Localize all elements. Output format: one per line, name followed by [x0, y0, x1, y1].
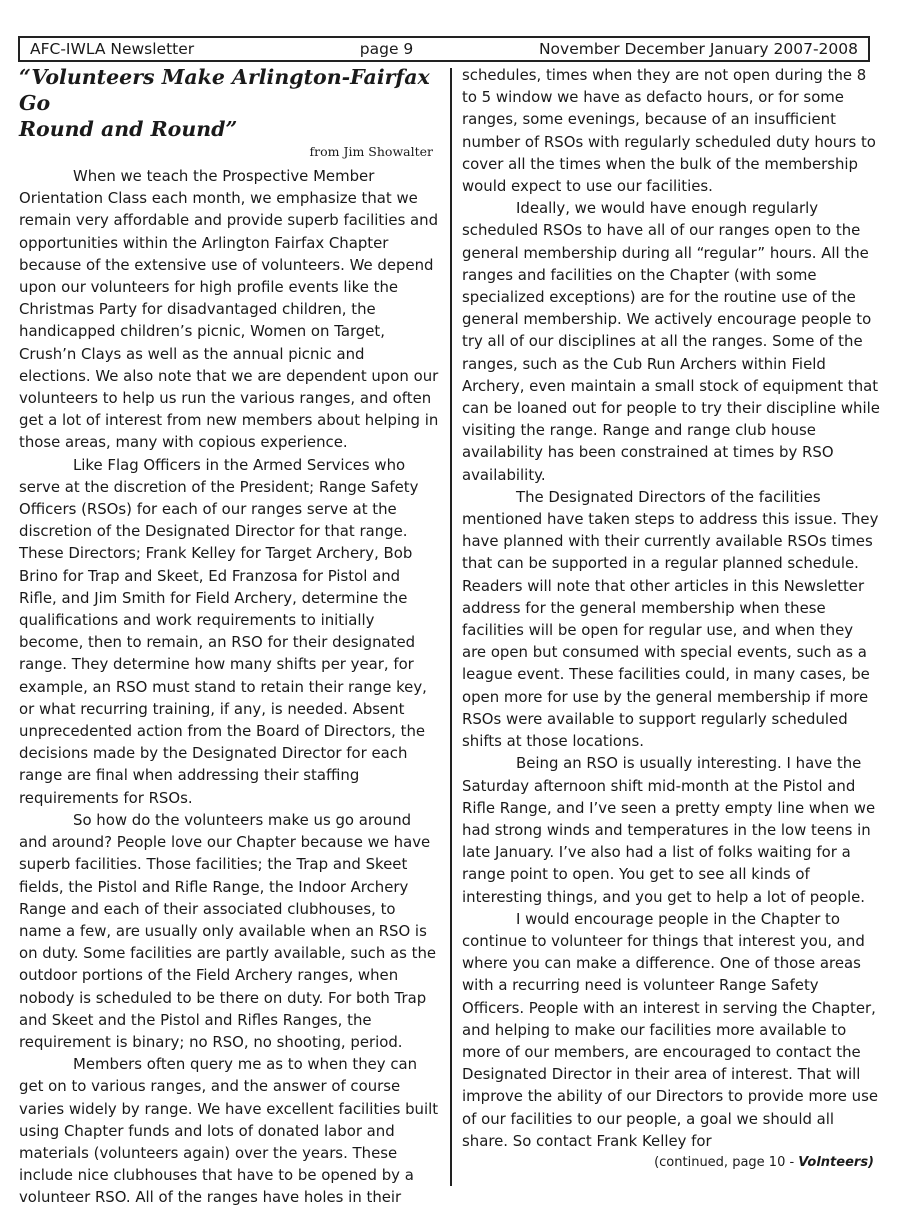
paragraph: So how do the volunteers make us go around and around? People love our Chapter because we have superb facilities. Those facilities; the Trap and Skeet fields, the Pistol and Rifle Range, the Indoor Archery Range and each of their associated clubhouses, to name a few, are usually only available when an RSO is on duty. Some facilities are partly available, such as the outdoor portions of the Field Archery ranges, when nobody is scheduled to be there on duty. For both Trap and Skeet and the Pistol and Rifles Ranges, the requirement is binary; no RSO, no shooting, period. — [19, 810, 437, 1051]
paragraph: I would encourage people in the Chapter to continue to volunteer for things that interest you, and where you can make a difference. One of those areas with a recurring need is volunteer Range Safety Officers. People with an interest in serving the Chapter, and helping to make our facilities more available to more of our members, are encouraged to contact the Designated Director in their area of interest. That will improve the ability of our Directors to provide more use of our facilities to our people, a goal we should all share. So contact Frank Kelley for — [462, 909, 879, 1150]
right-column — [462, 64, 880, 1174]
paragraph: When we teach the Prospective Member Orientation Class each month, we emphasize that we remain very affordable and provide superb facilities and opportunities within the Arlington Fairfax Chapter because of the extensive use of volunteers. We depend upon our volunteers for high profile events like the Christmas Party for disadvantaged children, the handicapped children’s picnic, Women on Target, Crush’n Clays as well as the annual picnic and elections. We also note that we are dependent upon our volunteers to help us run the various ranges, and often get a lot of interest from new members about helping in those areas, many with copious experience. — [19, 167, 439, 452]
column-divider — [450, 68, 452, 1186]
article-title-line-1: “Volunteers Make Arlington-Fairfax Go — [19, 65, 430, 115]
paragraph: Members often query me as to when they can get on to various ranges, and the answer of course varies widely by range. We have excellent facilities built using Chapter funds and lots of donated labor and materials (volunteers again) over the years. These include nice clubhouses that have to be opened by a volunteer RSO. All of the ranges have holes in their — [19, 1055, 439, 1207]
publication-name: AFC-IWLA Newsletter — [30, 40, 195, 58]
paragraph: Ideally, we would have enough regularly scheduled RSOs to have all of our ranges open to the general membership during all “regular” hours. All the ranges and facilities on the Chapter (with some specialized exceptions) are for the routine use of the general membership. We actively encourage people to try all of our disciplines at all the ranges. Some of the ranges, such as the Cub Run Archers within Field Archery, even maintain a small stock of equipment that can be loaned out for people to try their discipline while visiting the range. Range and range club house availability has been constrained at times by RSO availability. — [462, 199, 880, 484]
newsletter-header — [18, 36, 870, 62]
page-number: page 9 — [359, 40, 414, 58]
continued-prefix: (continued, page 10 - — [654, 1154, 799, 1170]
paragraph: schedules, times when they are not open during the 8 to 5 window we have as defacto hours, or for some ranges, some evenings, because of an insufficient number of RSOs with regularly scheduled duty hours to cover all the times when the bulk of the membership would expect to use our facilities. — [462, 66, 876, 196]
article-byline: from Jim Showalter — [309, 144, 433, 159]
paragraph: The Designated Directors of the facilities mentioned have taken steps to address this issue. They have planned with their currently available RSOs times that can be supported in a regular planned schedule. Readers will note that other articles in this Newsletter address for the general membership when these facilities will be open for regular use, and when they are open but consumed with special events, such as a league event. These facilities could, in many cases, be open more for use by the general membership if more RSOs were available to support regularly scheduled shifts at those locations. — [462, 487, 879, 751]
article-title — [19, 64, 439, 142]
continued-link[interactable]: Volnteers) — [798, 1154, 874, 1170]
left-column — [19, 64, 439, 1209]
paragraph: Like Flag Officers in the Armed Services who serve at the discretion of the President; Range Safety Officers (RSOs) for each of our ranges serve at the discretion of the Designated Director for that range. These Directors; Frank Kelley for Target Archery, Bob Brino for Trap and Skeet, Ed Franzosa for Pistol and Rifle, and Jim Smith for Field Archery, determine the qualifications and work requirements to initially become, then to remain, an RSO for their designated range. They determine how many shifts per year, for example, an RSO must stand to retain their range key, or what recurring training, if any, is needed. Absent unprecedented action from the Board of Directors, the decisions made by the Designated Director for each range are final when addressing their staffing requirements for RSOs. — [19, 455, 427, 807]
issue-date: November December January 2007-2008 — [538, 40, 858, 58]
paragraph: Being an RSO is usually interesting. I have the Saturday afternoon shift mid-month at the Pistol and Rifle Range, and I’ve seen a pretty empty line when we had strong winds and temperatures in the low teens in late January. I’ve also had a list of folks waiting for a range point to open. You get to see all kinds of interesting things, and you get to help a lot of people. — [462, 754, 876, 906]
continued-note — [462, 1152, 874, 1174]
article-title-line-2: Round and Round” — [19, 117, 238, 141]
